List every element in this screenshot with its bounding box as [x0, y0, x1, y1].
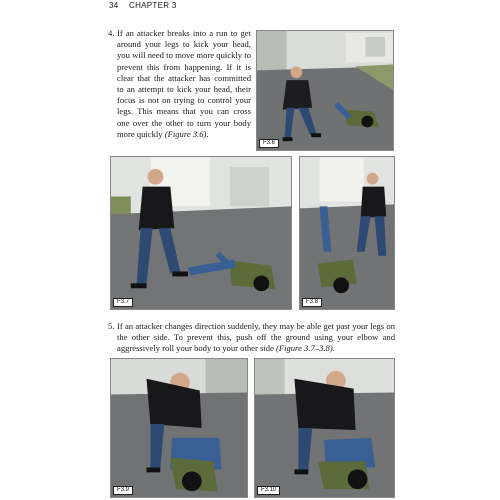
running-header	[109, 0, 399, 12]
figure-reference: (Figure 3.6)	[164, 128, 207, 139]
paragraph-4: 4. If an attacker breaks into a run to get around your legs to kick your head, you will need to move more quickly to prevent this from happening. If it is clear that the attacker has committed to an attempt to kick your head, their focus is not on trying to control your legs. This means that you can cross one over the other to turn your body more quickly (Figure 3.6).	[108, 28, 251, 139]
paragraph-text: If an attacker changes direction suddenly, they may be able get past your legs on the other side. To prevent this, push off the ground using your elbow and aggressively roll your body to your other side	[117, 321, 395, 354]
figure-caption: F3.7	[113, 298, 133, 307]
photo-illustration	[111, 359, 247, 497]
figure-caption: F3.10	[257, 486, 280, 495]
paragraph-5: 5. If an attacker changes direction suddenly, they may be able get past your legs on the other side. To prevent this, push off the ground using your elbow and aggressively roll your body to your other side (Figure 3.7–3.8).	[108, 321, 395, 354]
photo-illustration	[255, 359, 394, 497]
figure-caption: F3.9	[113, 486, 133, 495]
photo-illustration	[111, 157, 291, 309]
figure-3-10-photo	[254, 358, 395, 498]
figure-3-9-photo	[110, 358, 248, 498]
page-number: 34	[109, 1, 119, 10]
figure-caption: F3.8	[302, 298, 322, 307]
figure-reference: (Figure 3.7–3.8)	[275, 343, 333, 354]
figure-caption: F3.6	[259, 139, 279, 148]
paragraph-number: 4.	[108, 28, 115, 38]
photo-illustration	[300, 157, 394, 309]
figure-3-7-photo	[110, 156, 292, 310]
figure-3-6-photo	[256, 30, 394, 151]
photo-illustration	[257, 31, 393, 150]
paragraph-number: 5.	[108, 321, 115, 331]
paragraph-text: If an attacker breaks into a run to get around your legs to kick your head, you will need to move more quickly to prevent this from happening. If it is clear that the attacker has committed to an attempt to kick your head, their focus is not on trying to control your legs. This means that you can cross one over the other to turn your body more quickly	[117, 28, 251, 139]
figure-3-8-photo	[299, 156, 395, 310]
chapter-label: CHAPTER 3	[129, 1, 177, 10]
